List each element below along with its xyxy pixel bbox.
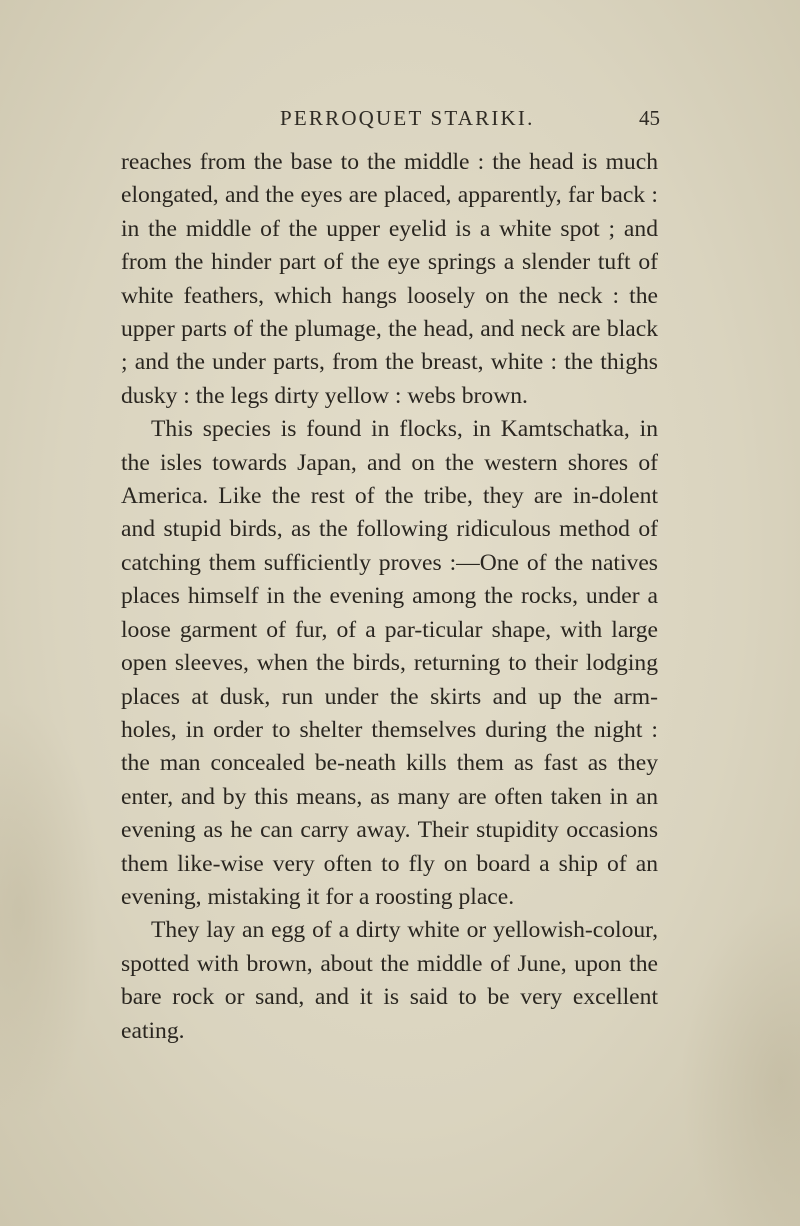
paper-stain xyxy=(0,700,100,1120)
running-head: PERROQUET STARIKI. xyxy=(280,106,535,130)
paragraph: reaches from the base to the middle : the head is much elongated, and the eyes are placed, apparently, far back : in the middle of the upper eyelid is a white spot ; and from the hinder part of the eye springs a slender tuft of white feathers, which hangs loosely on the neck : the upper parts of the plumage, the head, and neck are black ; and the under parts, from the breast, white : the thighs dusky : the legs dirty yellow : webs brown. xyxy=(121,149,658,409)
paragraph: They lay an egg of a dirty white or yellowish-colour, spotted with brown, about the middle of June, upon the bare rock or sand, and it is said to be very excellent eating. xyxy=(121,917,658,1044)
paragraph: This species is found in flocks, in Kamtschatka, in the isles towards Japan, and on the western shores of America. Like the rest of the tribe, they are in-dolent and stupid birds, as the following ridiculous method of catching them sufficiently proves :—One of the natives places himself in the evening among the rocks, under a loose garment of fur, of a par-ticular shape, with large open sleeves, when the birds, returning to their lodging places at dusk, run under the skirts and up the arm-holes, in order to shelter themselves during the night : the man concealed be-neath kills them as fast as they enter, and by this means, as many are often taken in an evening as he can carry away. Their stupidity occasions them like-wise very often to fly on board a ship of an evening, mistaking it for a roosting place. xyxy=(121,416,658,910)
page-header xyxy=(120,106,660,136)
paper-stain xyxy=(680,900,800,1226)
body-text xyxy=(121,146,658,1048)
page-number: 45 xyxy=(639,106,660,130)
